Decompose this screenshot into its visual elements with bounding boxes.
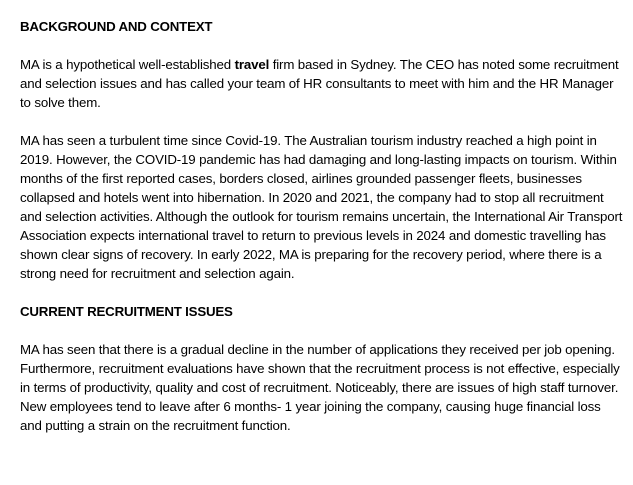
document-body <box>20 17 624 435</box>
intro-text-start: MA is a hypothetical well-established <box>20 57 235 72</box>
section-heading-background: BACKGROUND AND CONTEXT <box>20 19 213 34</box>
intro-text-end: firm based in Sydney. The CEO has noted some recruitment and selection issues and has called your team of HR consultants to meet with him and the HR Manager to solve them. <box>20 57 619 110</box>
paragraph-intro <box>20 55 624 112</box>
intro-bold-word: travel <box>234 57 270 72</box>
paragraph-recruitment-issues: MA has seen that there is a gradual decline in the number of applications they received per job opening. Furthermore, recruitment evaluations have shown that the recruitment process is not effective, especially in terms of productivity, quality and cost of recruitment. Noticeably, there are issues of high staff turnover. New employees tend to leave after 6 months- 1 year joining the company, causing huge financial loss and putting a strain on the recruitment function. <box>20 342 620 433</box>
paragraph-covid-context: MA has seen a turbulent time since Covid-19. The Australian tourism industry reached a high point in 2019. However, the COVID-19 pandemic has had damaging and long-lasting impacts on tourism. Within months of the first reported cases, borders closed, airlines grounded passenger fleets, businesses collapsed and hotels went into hibernation. In 2020 and 2021, the company had to stop all recruitment and selection activities. Although the outlook for tourism remains uncertain, the International Air Transport Association expects international travel to return to previous levels in 2024 and domestic travelling has shown clear signs of recovery. In early 2022, MA is preparing for the recovery period, where there is a strong need for recruitment and selection again. <box>20 133 623 281</box>
section-heading-recruitment-issues: CURRENT RECRUITMENT ISSUES <box>20 304 233 319</box>
